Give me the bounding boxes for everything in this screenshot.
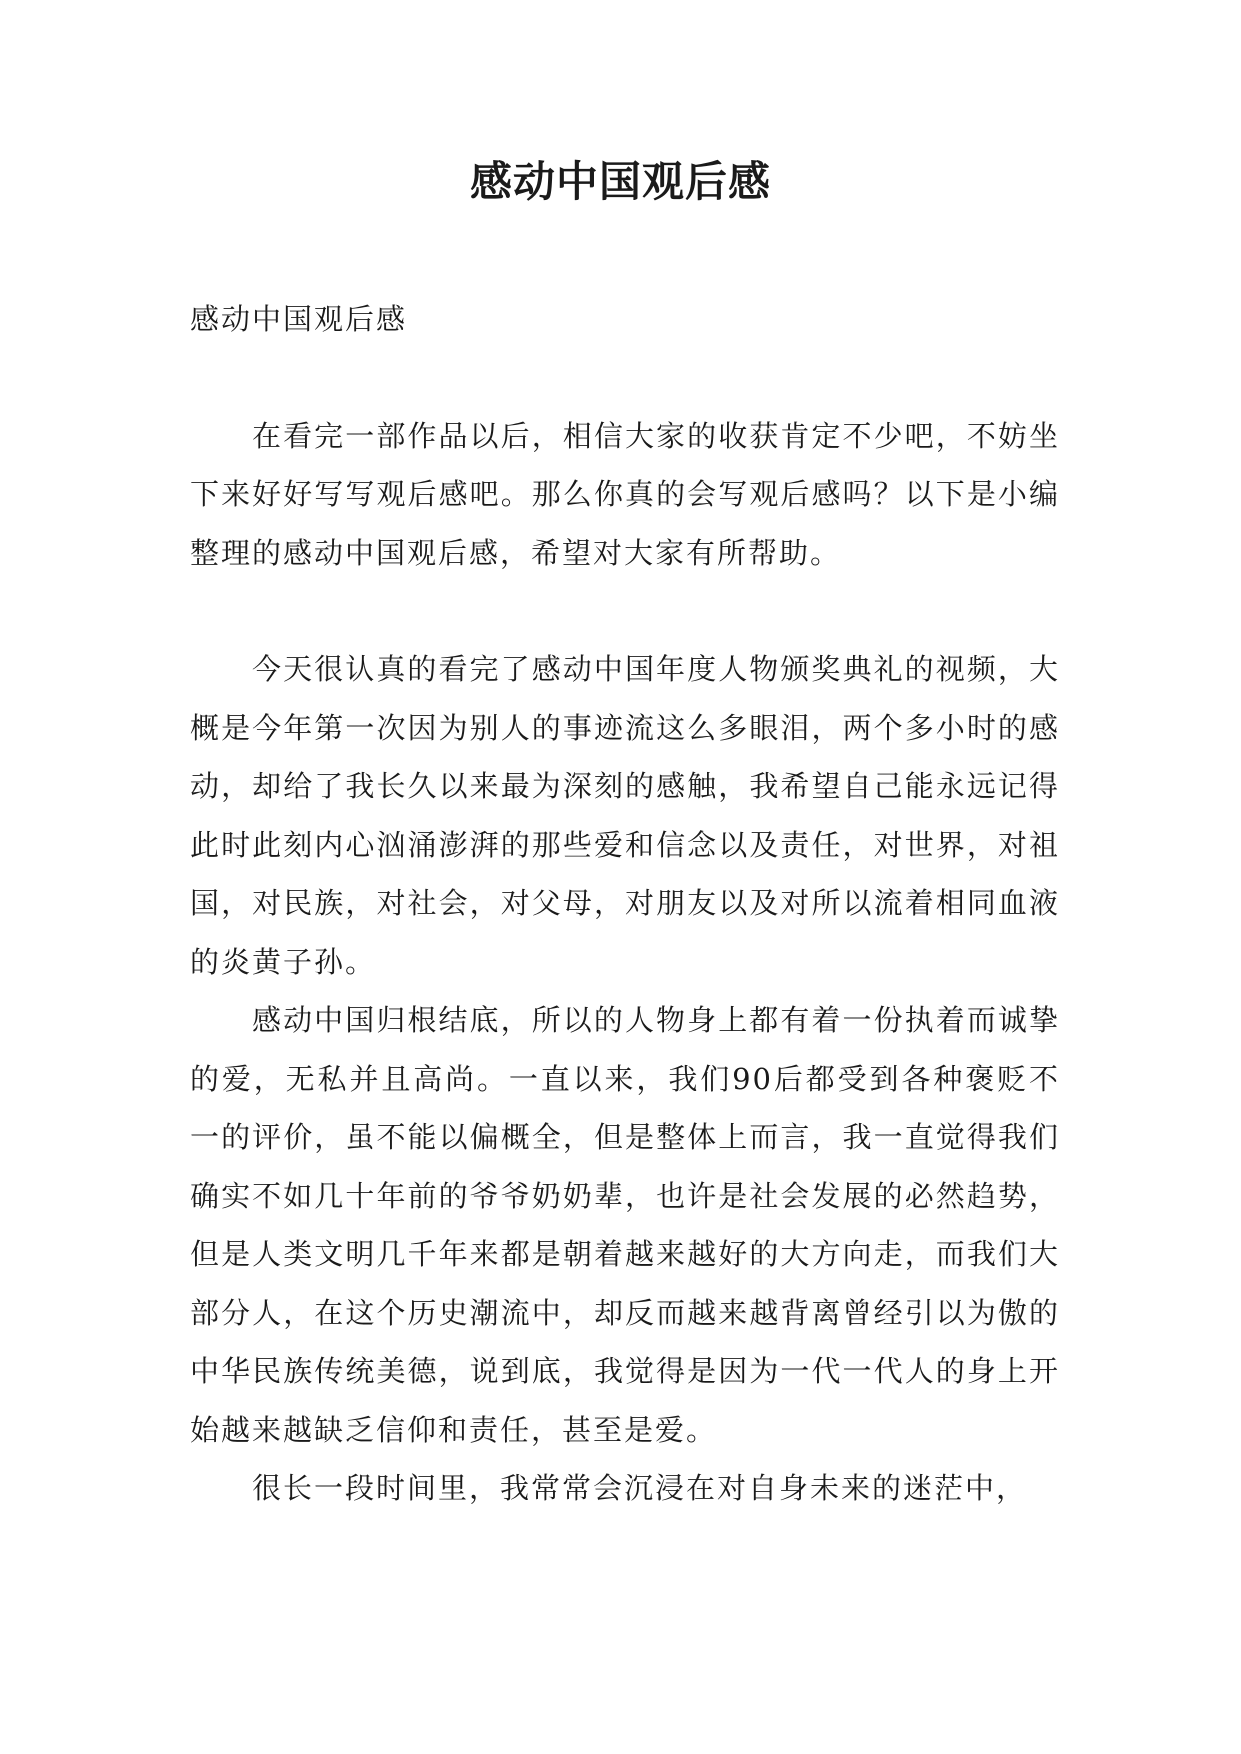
- paragraph: 感动中国归根结底，所以的人物身上都有着一份执着而诚挚的爱，无私并且高尚。一直以来，我们90后都受到各种褒贬不一的评价，虽不能以偏概全，但是整体上而言，我一直觉得我们确实不如几十年前的爷爷奶奶辈，也许是社会发展的必然趋势，但是人类文明几千年来都是朝着越来越好的大方向走，而我们大部分人，在这个历史潮流中，却反而越来越背离曾经引以为傲的中华民族传统美德，说到底，我觉得是因为一代一代人的身上开始越来越缺乏信仰和责任，甚至是爱。: [190, 1003, 1060, 1447]
- paragraph: 今天很认真的看完了感动中国年度人物颁奖典礼的视频，大概是今年第一次因为别人的事迹流这么多眼泪，两个多小时的感动，却给了我长久以来最为深刻的感触，我希望自己能永远记得此时此刻内心汹涌澎湃的那些爱和信念以及责任，对世界，对祖国，对民族，对社会，对父母，对朋友以及对所以流着相同血液的炎黄子孙。: [190, 652, 1060, 979]
- document-title: 感动中国观后感: [469, 157, 771, 206]
- document-body: [190, 290, 1060, 1518]
- paragraph-intro: 在看完一部作品以后，相信大家的收获肯定不少吧，不妨坐下来好好写写观后感吧。那么你真的会写观后感吗？以下是小编整理的感动中国观后感，希望对大家有所帮助。: [190, 418, 1060, 570]
- paragraph: 很长一段时间里，我常常会沉浸在对自身未来的迷茫中，: [252, 1471, 1028, 1505]
- document-subheading: 感动中国观后感: [190, 302, 408, 336]
